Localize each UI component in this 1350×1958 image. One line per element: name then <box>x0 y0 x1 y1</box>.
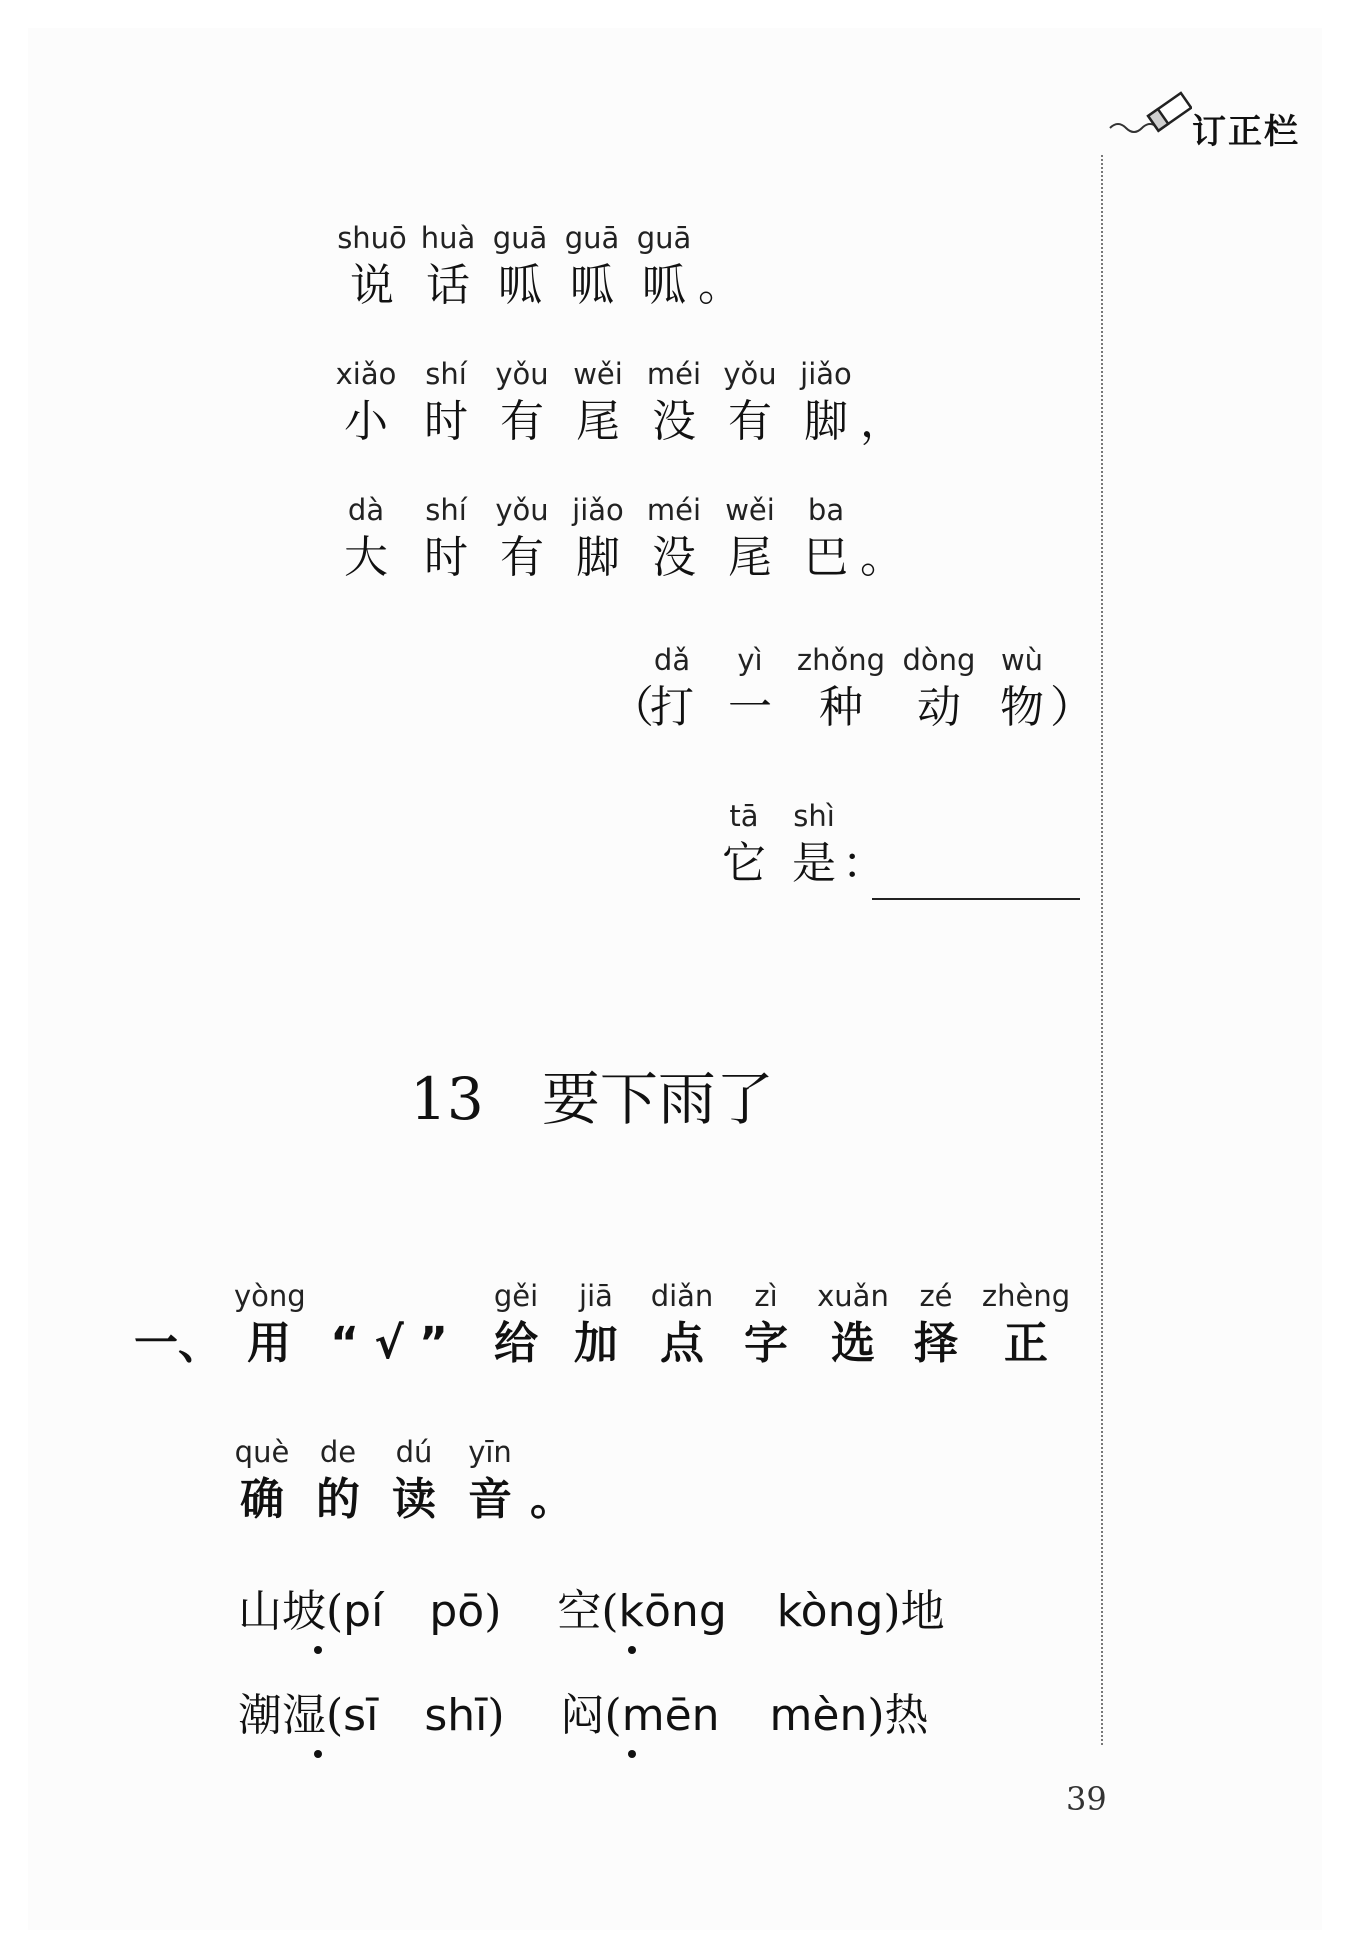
hanzi: 用 <box>247 1318 291 1369</box>
hanzi: 音 <box>468 1474 512 1525</box>
ruby-unit <box>640 640 704 736</box>
pinyin: yǒu <box>495 357 549 391</box>
hanzi: 择 <box>914 1318 958 1369</box>
pinyin: jiǎo <box>572 493 624 527</box>
answer-blank[interactable] <box>872 898 1080 900</box>
pinyin: yīn <box>468 1435 512 1469</box>
pinyin: dǎ <box>653 643 691 677</box>
ruby-unit <box>794 354 858 450</box>
ruby-unit <box>458 1432 522 1528</box>
pinyin <box>698 218 742 258</box>
hanzi: 动 <box>917 682 961 733</box>
hanzi: 小 <box>344 396 388 447</box>
option-pi[interactable]: pí <box>343 1586 384 1637</box>
ruby-unit <box>698 218 742 314</box>
item-word-chaoshi: 潮湿 <box>238 1690 326 1741</box>
hanzi: 呱 <box>642 260 686 311</box>
pinyin: wěi <box>725 493 775 527</box>
item-word-shanpo: 山坡 <box>238 1586 326 1637</box>
pinyin: ba <box>807 493 845 527</box>
hanzi: 确 <box>240 1474 284 1525</box>
ruby-unit <box>414 490 478 586</box>
ruby-unit <box>808 1276 898 1372</box>
ruby-unit <box>382 1432 446 1528</box>
hanzi: 说 <box>350 260 394 311</box>
pinyin: méi <box>646 493 702 527</box>
pinyin: gěi <box>493 1279 539 1313</box>
hanzi: 脚 <box>576 532 620 583</box>
ruby-unit <box>978 1276 1074 1372</box>
hanzi: 给 <box>494 1318 538 1369</box>
hanzi: 没 <box>652 532 696 583</box>
item-word-men: 闷 <box>560 1690 605 1741</box>
punctuation: 。 <box>860 532 904 583</box>
emphasis-dot <box>628 1646 636 1654</box>
pinyin: dòng <box>902 643 976 677</box>
pinyin: shì <box>793 799 835 833</box>
ruby-unit <box>560 218 624 314</box>
pinyin: yǒu <box>495 493 549 527</box>
ruby-unit <box>718 354 782 450</box>
punctuation: 。 <box>698 260 742 311</box>
correction-column-label: 订正栏 <box>1192 112 1300 152</box>
pinyin: de <box>319 1435 357 1469</box>
ruby-unit <box>712 796 776 892</box>
ruby-unit <box>334 354 398 450</box>
pinyin: dà <box>347 493 385 527</box>
ruby-unit <box>524 1432 580 1528</box>
hint-open-paren: （ <box>610 682 654 733</box>
lesson-number: 13 <box>410 1065 484 1133</box>
hanzi: 物 <box>1000 682 1044 733</box>
pinyin <box>860 354 904 394</box>
pinyin: dú <box>395 1435 433 1469</box>
ruby-unit <box>414 354 478 450</box>
pinyin: jiā <box>579 1279 613 1313</box>
pinyin: yòng <box>234 1279 306 1313</box>
pinyin: shí <box>425 493 467 527</box>
pinyin <box>524 1432 580 1472</box>
ruby-unit <box>230 1432 294 1528</box>
ruby-unit <box>782 796 846 892</box>
pinyin: shí <box>425 357 467 391</box>
ruby-unit <box>642 354 706 450</box>
pinyin: yì <box>737 643 763 677</box>
ruby-unit <box>718 640 782 736</box>
pinyin: xiǎo <box>335 357 397 391</box>
pinyin: zhèng <box>981 1279 1071 1313</box>
correction-column-divider <box>1101 155 1103 1745</box>
ruby-unit <box>894 640 984 736</box>
hint-close-paren: ） <box>1050 682 1094 733</box>
ruby-unit <box>566 354 630 450</box>
page-number: 39 <box>1066 1780 1107 1818</box>
hanzi: 尾 <box>728 532 772 583</box>
ruby-unit <box>786 640 896 736</box>
ruby-unit <box>734 1276 798 1372</box>
pinyin <box>860 490 904 530</box>
item-word-kong: 空 <box>557 1586 602 1637</box>
hanzi: 选 <box>831 1318 875 1369</box>
ruby-unit <box>632 218 696 314</box>
hanzi: 加 <box>574 1318 618 1369</box>
ruby-unit <box>642 490 706 586</box>
punctuation: 。 <box>530 1474 574 1525</box>
checkmark-symbol: “ √ ” <box>330 1318 448 1369</box>
hanzi: 点 <box>660 1318 704 1369</box>
option-po[interactable]: pō <box>429 1586 485 1637</box>
pinyin: wù <box>1000 643 1044 677</box>
ruby-unit <box>234 1276 304 1372</box>
hanzi: 有 <box>500 532 544 583</box>
pinyin: zé <box>919 1279 953 1313</box>
hanzi: 种 <box>819 682 863 733</box>
hanzi: 尾 <box>576 396 620 447</box>
question-1-item-row-1: 山坡(pí pō) 空(kōng kòng)地 <box>238 1586 945 1637</box>
ruby-unit <box>488 218 552 314</box>
pinyin: guā <box>564 221 620 255</box>
hanzi: 巴 <box>804 532 848 583</box>
pinyin: zhǒng <box>796 643 886 677</box>
hanzi: 话 <box>426 260 470 311</box>
pinyin: yǒu <box>723 357 777 391</box>
hanzi: 它 <box>722 838 766 889</box>
pinyin: huà <box>420 221 476 255</box>
lesson-name: 要下雨了 <box>541 1065 774 1133</box>
ruby-unit <box>490 490 554 586</box>
option-men-1[interactable]: mēn <box>621 1690 720 1741</box>
ruby-unit <box>566 490 630 586</box>
hanzi: 大 <box>344 532 388 583</box>
hanzi: 呱 <box>570 260 614 311</box>
answer-colon: ： <box>842 838 886 889</box>
hanzi: 呱 <box>498 260 542 311</box>
hanzi: 字 <box>744 1318 788 1369</box>
pencil-eraser-icon <box>1108 88 1192 138</box>
ruby-unit <box>416 218 480 314</box>
ruby-unit <box>306 1432 370 1528</box>
pinyin: zì <box>754 1279 778 1313</box>
pinyin: diǎn <box>650 1279 714 1313</box>
option-kong-1[interactable]: kōng <box>618 1586 727 1637</box>
lesson-title <box>410 1052 774 1133</box>
option-si[interactable]: sī <box>343 1690 379 1741</box>
hanzi: 有 <box>728 396 772 447</box>
ruby-unit <box>490 354 554 450</box>
hanzi: 脚 <box>804 396 848 447</box>
question-number: 一、 <box>134 1318 222 1369</box>
hanzi: 时 <box>424 396 468 447</box>
pinyin: shuō <box>337 221 407 255</box>
hanzi: 的 <box>316 1474 360 1525</box>
hanzi: 正 <box>1004 1318 1048 1369</box>
correction-column-header <box>1108 82 1328 152</box>
emphasis-dot <box>628 1750 636 1758</box>
ruby-unit <box>904 1276 968 1372</box>
ruby-unit <box>794 490 858 586</box>
emphasis-dot <box>314 1646 322 1654</box>
punctuation: ， <box>860 396 904 447</box>
ruby-unit <box>564 1276 628 1372</box>
pinyin: tā <box>729 799 759 833</box>
hanzi: 打 <box>650 682 694 733</box>
pinyin: wěi <box>573 357 623 391</box>
emphasis-dot <box>314 1750 322 1758</box>
question-1-item-row-2: 潮湿(sī shī) 闷(mēn mèn)热 <box>238 1690 929 1741</box>
pinyin: jiǎo <box>800 357 852 391</box>
pinyin: guā <box>636 221 692 255</box>
ruby-unit <box>860 354 904 450</box>
ruby-unit <box>860 490 904 586</box>
ruby-unit <box>334 218 410 314</box>
hanzi: 时 <box>424 532 468 583</box>
ruby-unit <box>642 1276 722 1372</box>
option-kong-4[interactable]: kòng <box>776 1586 884 1637</box>
hanzi: 一 <box>728 682 772 733</box>
pinyin: méi <box>646 357 702 391</box>
hanzi: 有 <box>500 396 544 447</box>
ruby-unit <box>718 490 782 586</box>
hanzi: 读 <box>392 1474 436 1525</box>
pinyin: què <box>234 1435 290 1469</box>
pinyin: xuǎn <box>817 1279 889 1313</box>
pinyin: guā <box>492 221 548 255</box>
hanzi: 是 <box>792 838 836 889</box>
option-shi[interactable]: shī <box>424 1690 488 1741</box>
ruby-unit <box>990 640 1054 736</box>
ruby-unit <box>484 1276 548 1372</box>
option-men-4[interactable]: mèn <box>769 1690 868 1741</box>
ruby-unit <box>334 490 398 586</box>
hanzi: 没 <box>652 396 696 447</box>
